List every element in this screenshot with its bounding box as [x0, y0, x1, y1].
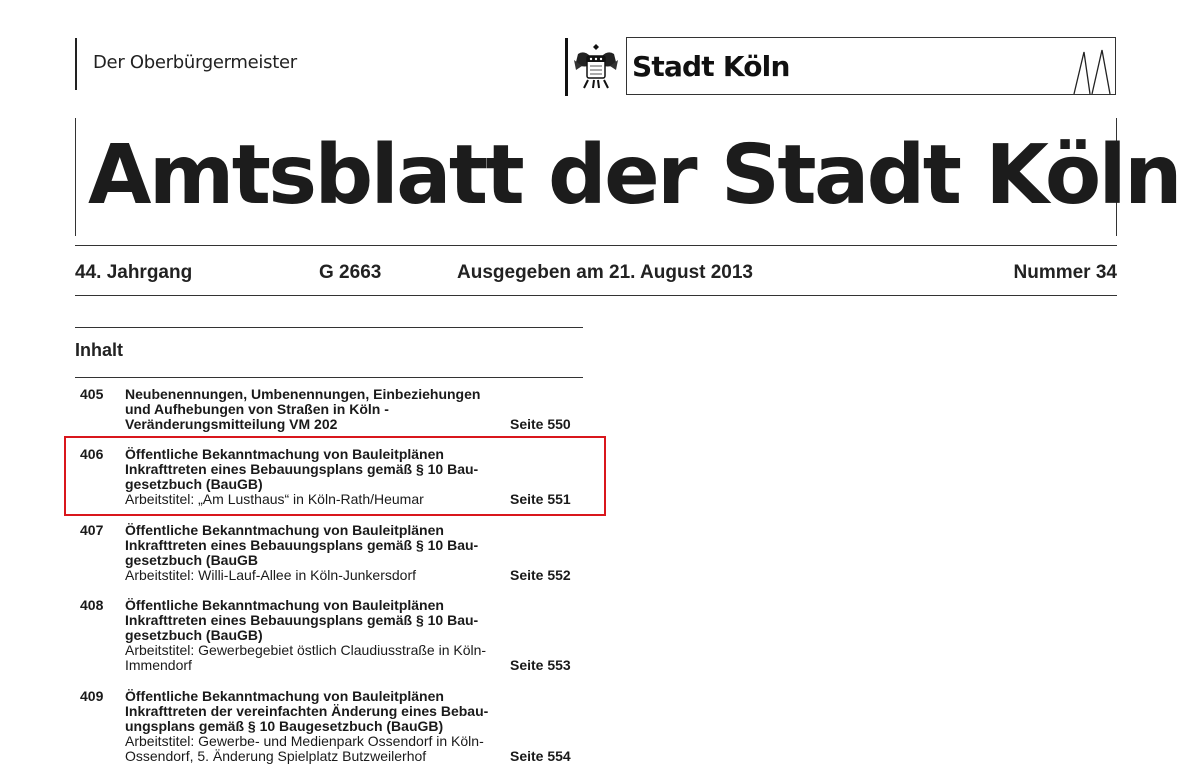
info-bottom-rule — [75, 295, 1117, 296]
entry-number: 405 — [80, 386, 104, 402]
entry-page-link[interactable]: Seite 550 — [510, 416, 571, 432]
entry-title-line: Inkrafttreten eines Bebauungsplans gemäß § 10 Bau- — [125, 537, 479, 553]
entry-subtitle-line: Arbeitstitel: Gewerbe- und Medienpark Ossendorf in Köln- — [125, 733, 484, 749]
entry-title-line: Inkrafttreten eines Bebauungsplans gemäß § 10 Bau- — [125, 612, 479, 628]
issue-number: Nummer 34 — [1013, 262, 1117, 283]
logo-divider — [565, 38, 568, 96]
city-logo-text: Stadt Köln — [632, 50, 790, 83]
entry-subtitle-line: Ossendorf, 5. Änderung Spielplatz Butzweilerhof — [125, 748, 427, 764]
entry-title-line: Veränderungsmitteilung VM 202 — [125, 416, 338, 432]
entry-page-link[interactable]: Seite 554 — [510, 748, 571, 764]
contents-heading: Inhalt — [75, 340, 123, 360]
entry-number: 406 — [80, 446, 104, 462]
entry-subtitle-line: Arbeitstitel: Gewerbegebiet östlich Claudiusstraße in Köln- — [125, 642, 487, 658]
entry-page-link[interactable]: Seite 552 — [510, 567, 571, 583]
entry-title-line: Inkrafttreten der vereinfachten Änderung eines Bebau- — [125, 703, 489, 719]
highlight-box — [64, 436, 606, 516]
entry-subtitle-line: Arbeitstitel: „Am Lusthaus“ in Köln-Rath/Heumar — [125, 491, 424, 507]
entry-title-line: Öffentliche Bekanntmachung von Bauleitplänen — [125, 446, 444, 462]
issuer-divider — [75, 38, 77, 90]
entry-number: 407 — [80, 522, 104, 538]
entry-number: 408 — [80, 597, 104, 613]
issuer-label: Der Oberbürgermeister — [93, 52, 297, 73]
contents-top-rule — [75, 327, 583, 328]
entry-title-line: gesetzbuch (BauGB) — [125, 476, 263, 492]
entry-title-line: Öffentliche Bekanntmachung von Bauleitplänen — [125, 688, 444, 704]
masthead-left-rule — [75, 118, 76, 236]
issue-date: Ausgegeben am 21. August 2013 — [457, 262, 754, 283]
entry-title-line: Öffentliche Bekanntmachung von Bauleitplänen — [125, 522, 444, 538]
cathedral-spires-icon — [1070, 44, 1114, 96]
entry-title-line: gesetzbuch (BauGB) — [125, 627, 263, 643]
masthead-title: Amtsblatt der Stadt Köln — [88, 128, 1180, 223]
volume-label: 44. Jahrgang — [75, 262, 193, 283]
entry-subtitle-line: Arbeitstitel: Willi-Lauf-Allee in Köln-Junkersdorf — [125, 567, 416, 583]
postal-code: G 2663 — [319, 262, 382, 283]
cologne-coat-of-arms-icon — [570, 40, 622, 92]
entry-title-line: ungsplans gemäß § 10 Baugesetzbuch (BauGB) — [125, 718, 444, 734]
entry-title-line: gesetzbuch (BauGB — [125, 552, 259, 568]
entry-page-link[interactable]: Seite 551 — [510, 491, 571, 507]
entry-title-line: Inkrafttreten eines Bebauungsplans gemäß § 10 Bau- — [125, 461, 479, 477]
entry-title-line: Öffentliche Bekanntmachung von Bauleitplänen — [125, 597, 444, 613]
entry-subtitle-line: Immendorf — [125, 657, 192, 673]
contents-heading-rule — [75, 377, 583, 378]
entry-title-line: und Aufhebungen von Straßen in Köln - — [125, 401, 389, 417]
entry-number: 409 — [80, 688, 104, 704]
masthead-bottom-rule — [75, 245, 1117, 246]
entry-title-line: Neubenennungen, Umbenennungen, Einbeziehungen — [125, 386, 481, 402]
entry-page-link[interactable]: Seite 553 — [510, 657, 571, 673]
